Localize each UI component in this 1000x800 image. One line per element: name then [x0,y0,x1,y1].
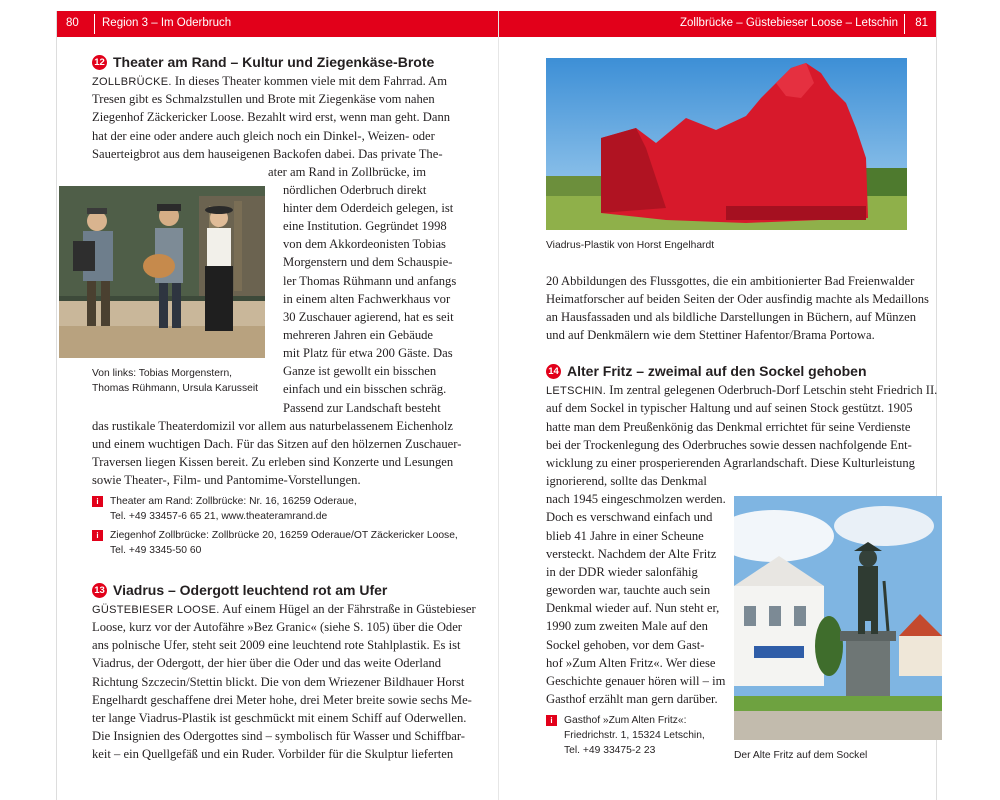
text-line: Morgenstern und dem Schauspie- [283,255,453,269]
text-line: Die Insignien des Odergottes sind – symbolisch für Wasser und Schiffbar- [92,729,465,743]
text-line: ZOLLBRÜCKE. In dieses Theater kommen viele mit dem Fahrrad. Am [92,74,448,88]
info-theater-am-rand: i Theater am Rand: Zollbrücke: Nr. 16, 16259 Oderaue, Tel. +49 33457-6 65 21, www.theateramrand.de [110,494,357,524]
text-line: nördlichen Oderbruch direkt [283,183,427,197]
text-line: ignorierend, sollte das Denkmal [546,474,707,488]
section-13-heading [92,582,387,598]
text-line: Gasthof erzählt man gern darüber. [546,692,718,706]
text-line: bei der Trockenlegung des Oderbruches sowie dessen nachfolgende Ent- [546,438,912,452]
text-line: mit Platz für etwa 200 Gäste. Das [283,346,453,360]
page-edge-left [56,11,57,800]
text-line: geworden war, tauchte auch sein [546,583,711,597]
location-label: GÜSTEBIESER LOOSE. [92,604,220,616]
book-spine [498,11,499,800]
text-line: das rustikale Theaterdomizil vor allem aus naturbelassenem Eichenholz [92,419,454,433]
alter-fritz-photo [734,496,942,740]
text-line: 1990 zum zweiten Male auf den [546,619,708,633]
section-number-badge: 12 [92,55,107,70]
text-line: Geschichte genauer hören will – im [546,674,726,688]
header-divider [94,14,95,34]
running-header [56,11,936,37]
text-line: 20 Abbildungen des Flussgottes, die ein ambitionierter Bad Freienwalder [546,274,915,288]
text-line: sowie Theater-, Film- und Pantomime-Vorstellungen. [92,473,361,487]
text-line: hatte man dem Preußenkönig das Denkmal errichtet für seine Verdienste [546,420,911,434]
text-line: 30 Zuschauer agierend, hat es seit [283,310,454,324]
text-line: Ganze ist gewollt ein bisschen [283,364,437,378]
text-line: an Hausfassaden und als bildliche Darstellungen in Büchern, auf Münzen [546,310,917,324]
theater-photo [59,186,265,358]
text-line: in der DDR wieder salonfähig [546,565,698,579]
text-line: ater am Rand in Zollbrücke, im [268,165,427,179]
text-line: Ziegenhof Zäckericker Loose. Bezahlt wird erst, wenn man geht. Dann [92,110,451,124]
text-line: Heimatforscher auf beiden Seiten der Oder ausfindig machte als Medaillons [546,292,929,306]
text-line: eine Institution. Gegründet 1998 [283,219,447,233]
text-line: und auf Denkmälern wie dem Stettiner Hafentor/Brama Portowa. [546,328,875,342]
info-icon: i [92,496,103,507]
text-line: auf dem Sockel in typischer Haltung und auf seinen Stock gestützt. 1905 [546,401,913,415]
text-line: hat der eine oder andere auch gleich noch ein Dinkel-, Weizen- oder [92,129,435,143]
section-number-badge: 14 [546,364,561,379]
text-line: Loose, kurz vor der Autofähre »Bez Granic« (siehe S. 105) über die Oder [92,620,462,634]
section-14-heading [546,363,867,379]
text-line: in einem alten Fachwerkhaus vor [283,292,451,306]
alter-fritz-photo-caption: Der Alte Fritz auf dem Sockel [734,750,868,761]
info-gasthof-alter-fritz: i Gasthof »Zum Alten Fritz«: Friedrichstr. 1, 15324 Letschin, Tel. +49 33475-2 23 [564,713,705,758]
section-number-badge: 13 [92,583,107,598]
text-line: versteckt. Nachdem der Alte Fritz [546,547,717,561]
text-line: Sockel gehoben, vor dem Gast- [546,638,705,652]
info-ziegenhof: i Ziegenhof Zollbrücke: Zollbrücke 20, 16259 Oderaue/OT Zäckericker Loose, Tel. +49 3345-50 60 [110,528,458,558]
theater-photo-caption-line-1: Von links: Tobias Morgenstern, [92,368,233,379]
right-running-title: Zollbrücke – Güstebieser Loose – Letschin [680,17,898,29]
text-line: hinter dem Oderdeich gelegen, ist [283,201,454,215]
text-line: ter lange Viadrus-Plastik ist geschmückt mit einem Schiff auf Oderwellen. [92,711,467,725]
text-line: GÜSTEBIESER LOOSE. Auf einem Hügel an der Fährstraße in Güstebieser [92,602,476,616]
right-page-number: 81 [915,17,928,29]
location-label: ZOLLBRÜCKE. [92,76,172,88]
text-line: LETSCHIN. Im zentral gelegenen Oderbruch-Dorf Letschin steht Friedrich II. [546,383,938,397]
text-line: Doch es verschwand einfach und [546,510,713,524]
text-line: keit – ein Quellgefäß und ein Ruder. Vorbilder für die Skulptur lieferten [92,747,454,761]
left-running-title: Region 3 – Im Oderbruch [102,17,232,29]
text-line: ler Thomas Rühmann und anfangs [283,274,457,288]
text-line: Traversen liegen Kissen bereit. Zu erleben sind Konzerte und Lesungen [92,455,454,469]
text-line: Viadrus, der Odergott, der hier über die Oder und das weite Oderland [92,656,442,670]
theater-photo-caption-line-2: Thomas Rühmann, Ursula Karusseit [92,383,258,394]
theater-photo-image [59,186,265,358]
text-line: Sauerteigbrot aus dem hauseigenen Backofen dabei. Das private The- [92,147,443,161]
viadrus-photo-caption: Viadrus-Plastik von Horst Engelhardt [546,240,715,251]
left-page-number: 80 [66,17,79,29]
text-line: und einem wuchtigen Dach. Für das Sitzen auf den hölzernen Zuschauer- [92,437,462,451]
section-title: Theater am Rand – Kultur und Ziegenkäse-Brote [113,54,435,70]
text-line: blieb 41 Jahre in einer Scheune [546,529,704,543]
text-line: Passend zur Landschaft besteht [283,401,441,415]
text-line: Engelhardt geschaffene drei Meter hohe, drei Meter breite sowie sechs Me- [92,693,472,707]
text-line: einfach und ein bisschen schräg. [283,382,447,396]
text-line: mehreren Jahren ein Gebäude [283,328,433,342]
text-line: wicklung zu einer prosperierenden Agrarlandschaft. Diese Kulturleistung [546,456,915,470]
text-line: Tresen gibt es Schmalzstullen und Brote mit Ziegenkäse vom nahen [92,92,435,106]
text-line: von dem Akkordeonisten Tobias [283,237,446,251]
info-icon: i [546,715,557,726]
section-title: Viadrus – Odergott leuchtend rot am Ufer [113,582,388,598]
text-line: nach 1945 eingeschmolzen werden. [546,492,726,506]
header-divider [904,14,905,34]
location-label: LETSCHIN. [546,385,607,397]
info-icon: i [92,530,103,541]
section-title: Alter Fritz – zweimal auf den Sockel gehoben [567,363,867,379]
text-line: ans polnische Ufer, steht seit 2009 eine leuchtend rote Stahlplastik. Es ist [92,638,461,652]
alter-fritz-photo-image [734,496,942,740]
text-line: Denkmal wieder auf. Nun steht er, [546,601,720,615]
section-12-heading [92,54,434,70]
viadrus-photo [546,58,907,230]
text-line: Richtung Szczecin/Stettin blickt. Die von dem Wriezener Bildhauer Horst [92,675,465,689]
viadrus-photo-image [546,58,907,230]
text-line: hof »Zum Alten Fritz«. Wer diese [546,656,716,670]
